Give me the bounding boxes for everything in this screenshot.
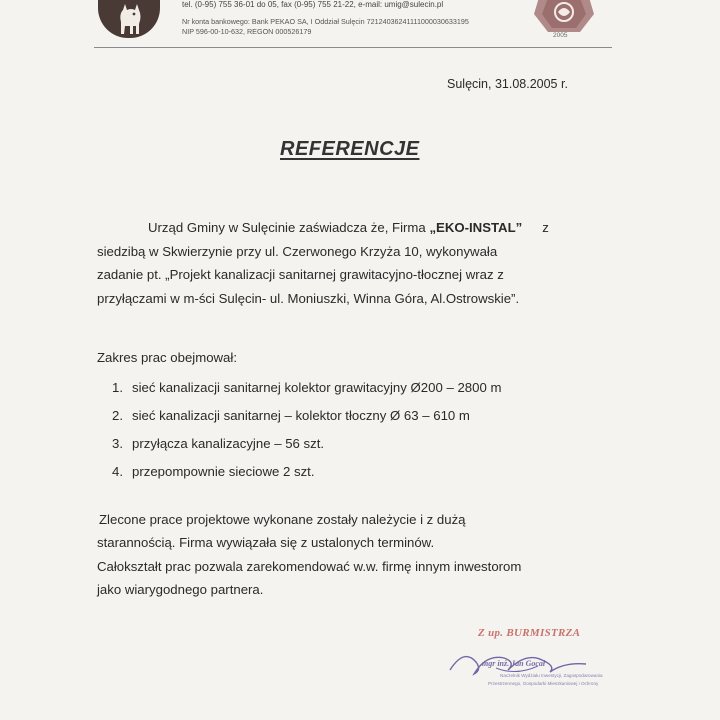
intro-line-3: zadanie pt. „Projekt kanalizacji sanitarnej grawitacyjno-tłocznej wraz z	[97, 267, 504, 283]
bank-account-line: Nr konta bankowego: Bank PEKAO SA, I Oddział Sulęcin 72124036241111000030633195	[182, 16, 469, 26]
contact-line: tel. (0-95) 755 36-01 do 05, fax (0-95) 755 21-22, e-mail: umig@sulecin.pl	[182, 0, 444, 9]
document-title: REFERENCJE	[280, 138, 420, 160]
scope-list	[112, 374, 501, 486]
list-item-number: 2.	[112, 408, 123, 423]
list-item	[112, 374, 501, 402]
letterhead	[182, 0, 542, 38]
list-item-text: przyłącza kanalizacyjne – 56 szt.	[132, 436, 325, 451]
stamp-position-line-1: Naczelnik Wydziału Inwestycji, Zagospodarowania	[500, 673, 603, 678]
firm-name: „EKO-INSTAL”	[429, 220, 523, 235]
closing-line-4: jako wiarygodnego partnera.	[97, 582, 264, 598]
intro-line-2: siedzibą w Skwierzynie przy ul. Czerwonego Krzyża 10, wykonywała	[97, 243, 498, 259]
list-item	[112, 430, 501, 458]
intro-paragraph	[97, 216, 549, 310]
intro-line-1	[97, 216, 549, 240]
closing-line-2: starannością. Firma wywiązała się z ustalonych terminów.	[97, 535, 435, 551]
intro-line-4: przyłączami w m-ści Sulęcin- ul. Moniuszki, Winna Góra, Al.Ostrowskie”.	[97, 290, 520, 306]
list-item-number: 3.	[112, 436, 123, 451]
scope-heading: Zakres prac obejmował:	[97, 350, 237, 365]
document-date: Sulęcin, 31.08.2005 r.	[447, 77, 568, 91]
list-item-text: przepompownie sieciowe 2 szt.	[132, 464, 315, 479]
closing-line-1: Zlecone prace projektowe wykonane zostały należycie i z dużą	[99, 512, 466, 527]
stamp-name: mgr inż. Jan Gocał	[482, 659, 546, 668]
badge-year: 2005	[553, 32, 568, 39]
closing-line-3: Całokształt prac pozwala zarekomendować w.w. firmę innym inwestorom	[97, 558, 522, 574]
coat-of-arms-icon	[98, 0, 160, 38]
intro-line-1-end: z	[542, 220, 549, 235]
letterhead-divider	[94, 47, 612, 48]
intro-line-1-text: Urząd Gminy w Sulęcinie zaświadcza że, Firma	[148, 220, 426, 235]
badge-2005-icon	[534, 0, 594, 32]
list-item	[112, 458, 501, 486]
tax-ids-line: NIP 596-00-10-632, REGON 000526179	[182, 27, 312, 36]
list-item	[112, 402, 501, 430]
stamp-position-line-2: Przestrzennego, Gospodarki Mieszkaniowej i Ochrony	[488, 681, 599, 686]
list-item-text: sieć kanalizacji sanitarnej kolektor grawitacyjny Ø200 – 2800 m	[132, 380, 502, 395]
stamp-title: Z up. BURMISTRZA	[478, 627, 581, 639]
closing-paragraph	[97, 508, 521, 602]
list-item-number: 1.	[112, 380, 123, 395]
list-item-text: sieć kanalizacji sanitarnej – kolektor tłoczny Ø 63 – 610 m	[132, 408, 470, 423]
list-item-number: 4.	[112, 464, 123, 479]
